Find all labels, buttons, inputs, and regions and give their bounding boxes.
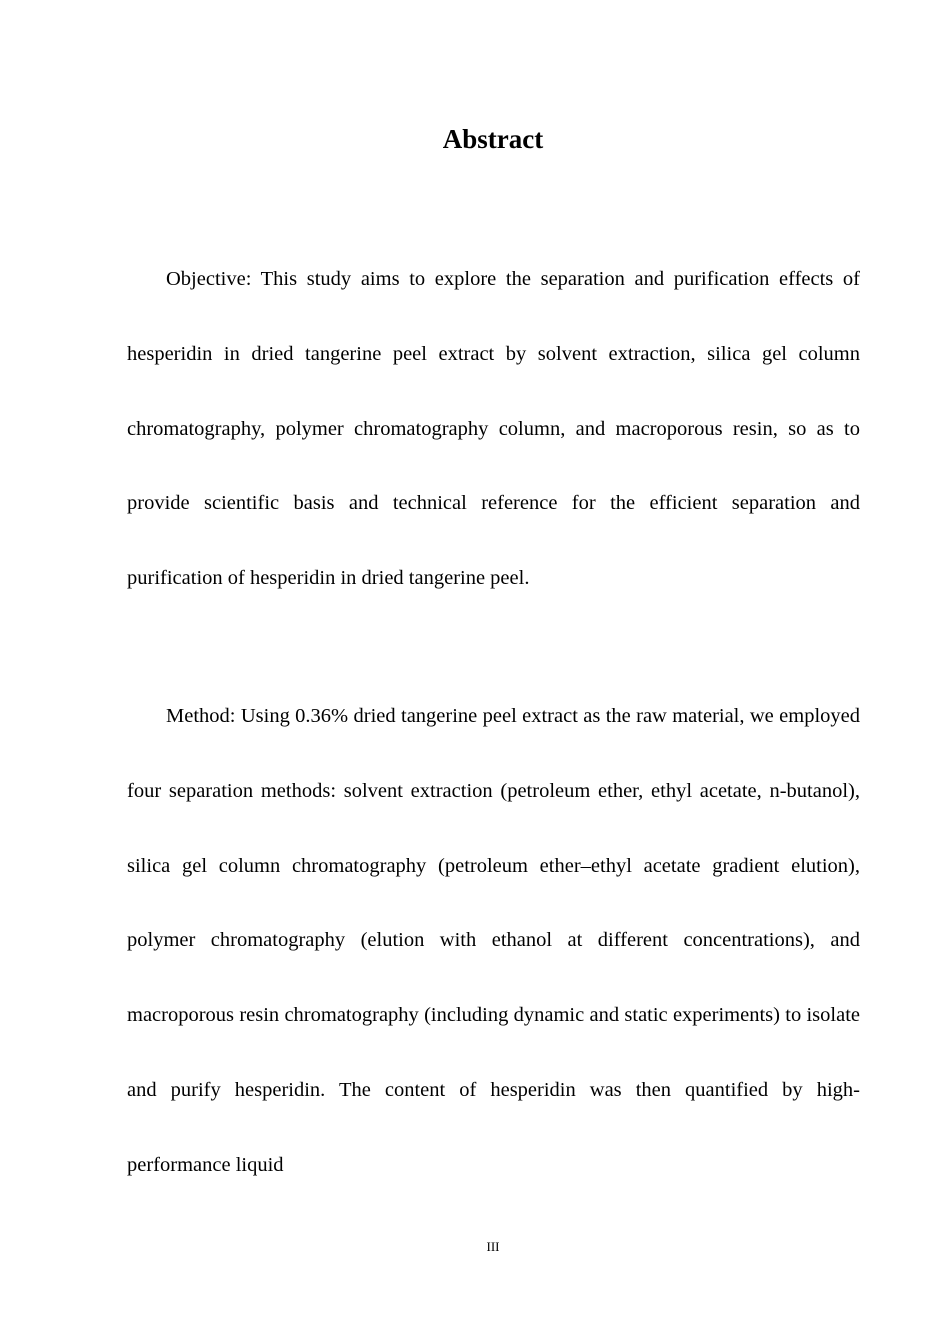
page-title: Abstract xyxy=(442,124,544,154)
abstract-objective-block xyxy=(127,242,860,616)
method-paragraph: Method: Using 0.36% dried tangerine peel extract as the raw material, we employed four separation methods: solvent extraction (petroleum ether, ethyl acetate, n-butanol), silica gel column chromatography (petroleum ether–ethyl acetate gradient elution), polymer chromatography (elution with ethanol at different concentrations), and macroporous resin chromatography (including dynamic and static experiments) to isolate and purify hesperidin. The content of hesperidin was then quantified by high-performance liquid xyxy=(127,705,860,1176)
abstract-method-block xyxy=(127,679,860,1203)
page-number: III xyxy=(486,1239,500,1254)
objective-paragraph: Objective: This study aims to explore the separation and purification effects of hesperidin in dried tangerine peel extract by solvent extraction, silica gel column chromatography, polymer chromatography column, and macroporous resin, so as to provide scientific basis and technical reference for the efficient separation and purification of hesperidin in dried tangerine peel. xyxy=(127,268,860,590)
